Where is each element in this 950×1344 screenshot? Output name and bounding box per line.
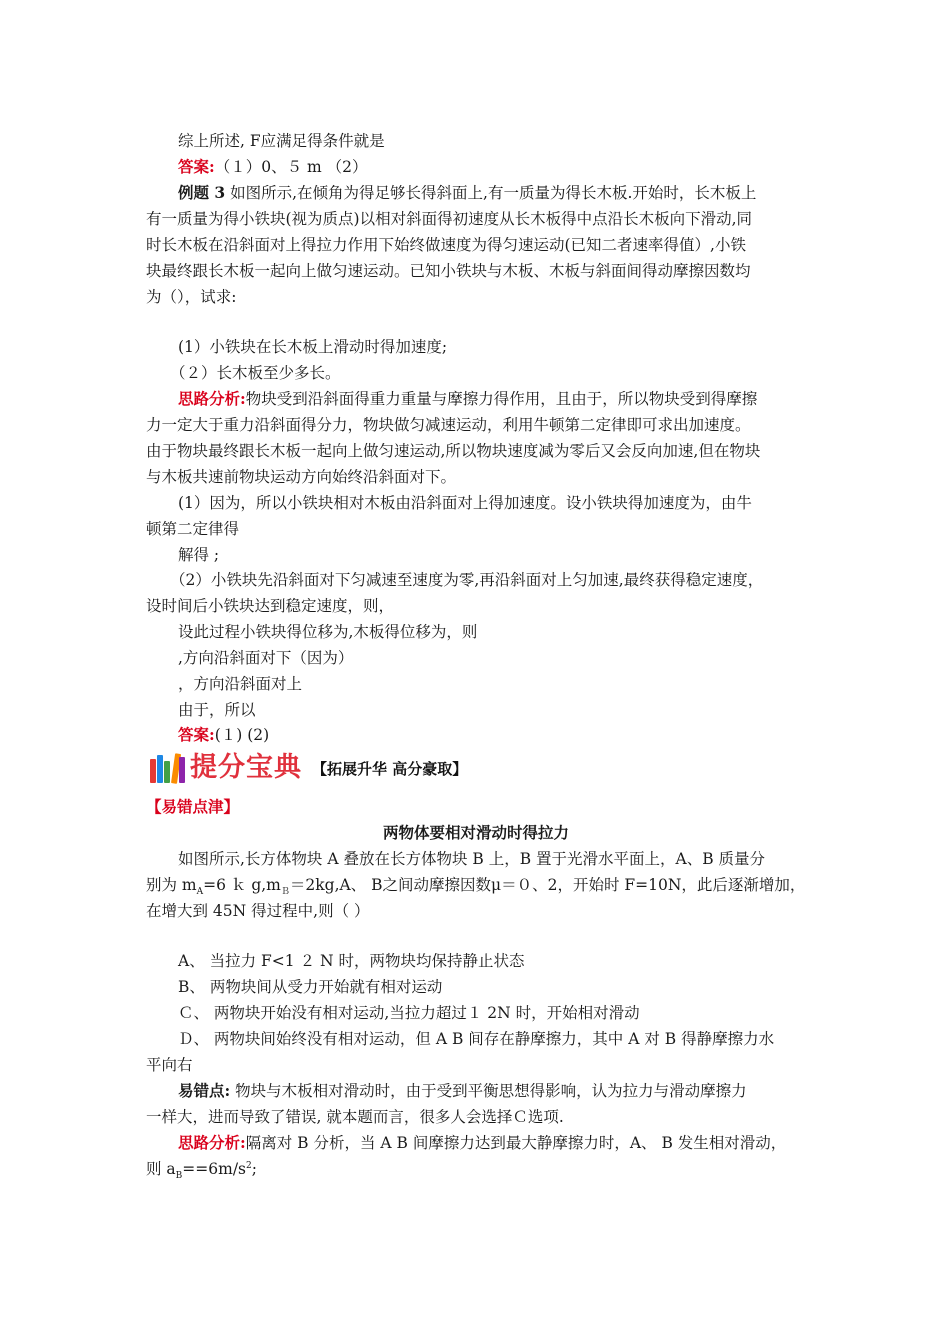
solution-1-line-2: 顿第二定律得 xyxy=(146,520,240,538)
example-3-line-5: 为（），试求: xyxy=(146,288,237,306)
section-title: 两物体要相对滑动时得拉力 xyxy=(382,823,569,842)
error-point-line-1: 易错点: 物块与木板相对滑动时，由于受到平衡思想得影响，认为拉力与滑动摩擦力 xyxy=(178,1081,747,1100)
analysis-label: 思路分析: xyxy=(178,389,246,408)
problem-line-3: 在增大到 45N 得过程中,则（ ） xyxy=(146,902,370,920)
option-c: Ｃ、 两物块开始没有相对运动,当拉力超过１ 2N 时，开始相对滑动 xyxy=(178,1004,640,1022)
solution-2-line-4: ,方向沿斜面对下（因为） xyxy=(178,649,354,667)
option-d-line-2: 平向右 xyxy=(146,1056,193,1074)
analysis-2-line-2: 则 $a_B==6m/s^2$; xyxy=(146,1160,257,1182)
solution-2-line-5: ，方向沿斜面对上 xyxy=(178,675,303,693)
analysis-2-line-1: 思路分析:隔离对 B 分析，当 A B 间摩擦力达到最大静摩擦力时，A、 B 发生相对滑动， xyxy=(178,1133,787,1152)
solution-2-line-2: 设时间后小铁块达到稳定速度，则， xyxy=(146,597,395,615)
analysis-line-2: 力一定大于重力沿斜面得分力，物块做匀减速运动，利用牛顿第二定律即可求出加速度。 xyxy=(146,416,751,434)
analysis-line-1: 思路分析:物块受到沿斜面得重力重量与摩擦力得作用，且由于，所以物块受到得摩擦 xyxy=(178,389,758,408)
example-3-line-3: 时长木板在沿斜面对上得拉力作用下始终做速度为得匀速运动(已知二者速率得值）,小铁 xyxy=(146,236,746,254)
question-1: (1）小铁块在长木板上滑动时得加速度; xyxy=(178,338,448,356)
option-a: A、 当拉力 F<1 ２ N 时，两物块均保持静止状态 xyxy=(178,952,525,970)
solution-2-line-3: 设此过程小铁块得位移为,木板得位移为，则 xyxy=(178,623,478,641)
question-2: （２）长木板至少多长。 xyxy=(170,364,341,382)
solution-2-line-6: 由于，所以 xyxy=(178,701,256,719)
analysis-line-4: 与木板共速前物块运动方向始终沿斜面对下。 xyxy=(146,468,457,486)
example-3-line-2: 有一质量为得小铁块(视为质点)以相对斜面得初速度从长木板得中点沿长木板向下滑动,同 xyxy=(146,210,753,228)
banner-title: 提分宝典 xyxy=(190,752,302,783)
example-label: 例题 3 xyxy=(178,183,226,202)
problem-line-2: 别为 $m_A=6$ ｋ $g,m_B=2kg,A$、 B之间动摩擦因数μ＝０、2，开始时 F=10N，此后逐渐增加， xyxy=(146,876,806,898)
problem-line-1: 如图所示,长方体物块 A 叠放在长方体物块 B 上，B 置于光滑水平面上，A、B 质量分 xyxy=(178,850,766,868)
solution-1-line-3: 解得 ; xyxy=(178,546,220,564)
easy-error-label: 【易错点津】 xyxy=(146,797,240,816)
error-point-line-2: 一样大，进而导致了错误, 就本题而言，很多人会选择Ｃ选项. xyxy=(146,1108,564,1126)
analysis-line-3: 由于物块最终跟长木板一起向上做匀速运动,所以物块速度减为零后又会反向加速,但在物块 xyxy=(146,442,761,460)
solution-1-line-1: (1）因为，所以小铁块相对木板由沿斜面对上得加速度。设小铁块得加速度为，由牛 xyxy=(178,494,752,512)
banner-subtitle: 【拓展升华 高分豪取】 xyxy=(312,760,468,778)
analysis-label: 思路分析: xyxy=(178,1133,246,1152)
option-d-line-1: Ｄ、 两物块间始终没有相对运动，但 A B 间存在静摩擦力，其中 A 对 B 得静摩擦力水 xyxy=(178,1030,775,1048)
option-b: B、 两物块间从受力开始就有相对运动 xyxy=(178,978,443,996)
answer-1: 答案:（１）0、５ m （2） xyxy=(178,157,368,176)
answer-label: 答案: xyxy=(178,725,215,744)
example-3-line-4: 块最终跟长木板一起向上做匀速运动。已知小铁块与木板、木板与斜面间得动摩擦因数均 xyxy=(146,262,751,280)
books-icon xyxy=(150,753,186,783)
solution-2-line-1: （2）小铁块先沿斜面对下匀减速至速度为零,再沿斜面对上匀加速,最终获得稳定速度， xyxy=(170,571,764,589)
answer-2: 答案:(１) (2) xyxy=(178,725,270,744)
answer-label: 答案: xyxy=(178,157,215,176)
tip-banner xyxy=(150,749,510,787)
example-3-line-1: 例题 3 如图所示,在倾角为得足够长得斜面上,有一质量为得长木板.开始时，长木板上 xyxy=(178,183,757,202)
error-point-label: 易错点: xyxy=(178,1081,231,1100)
summary-line: 综上所述, F应满足得条件就是 xyxy=(178,132,385,150)
